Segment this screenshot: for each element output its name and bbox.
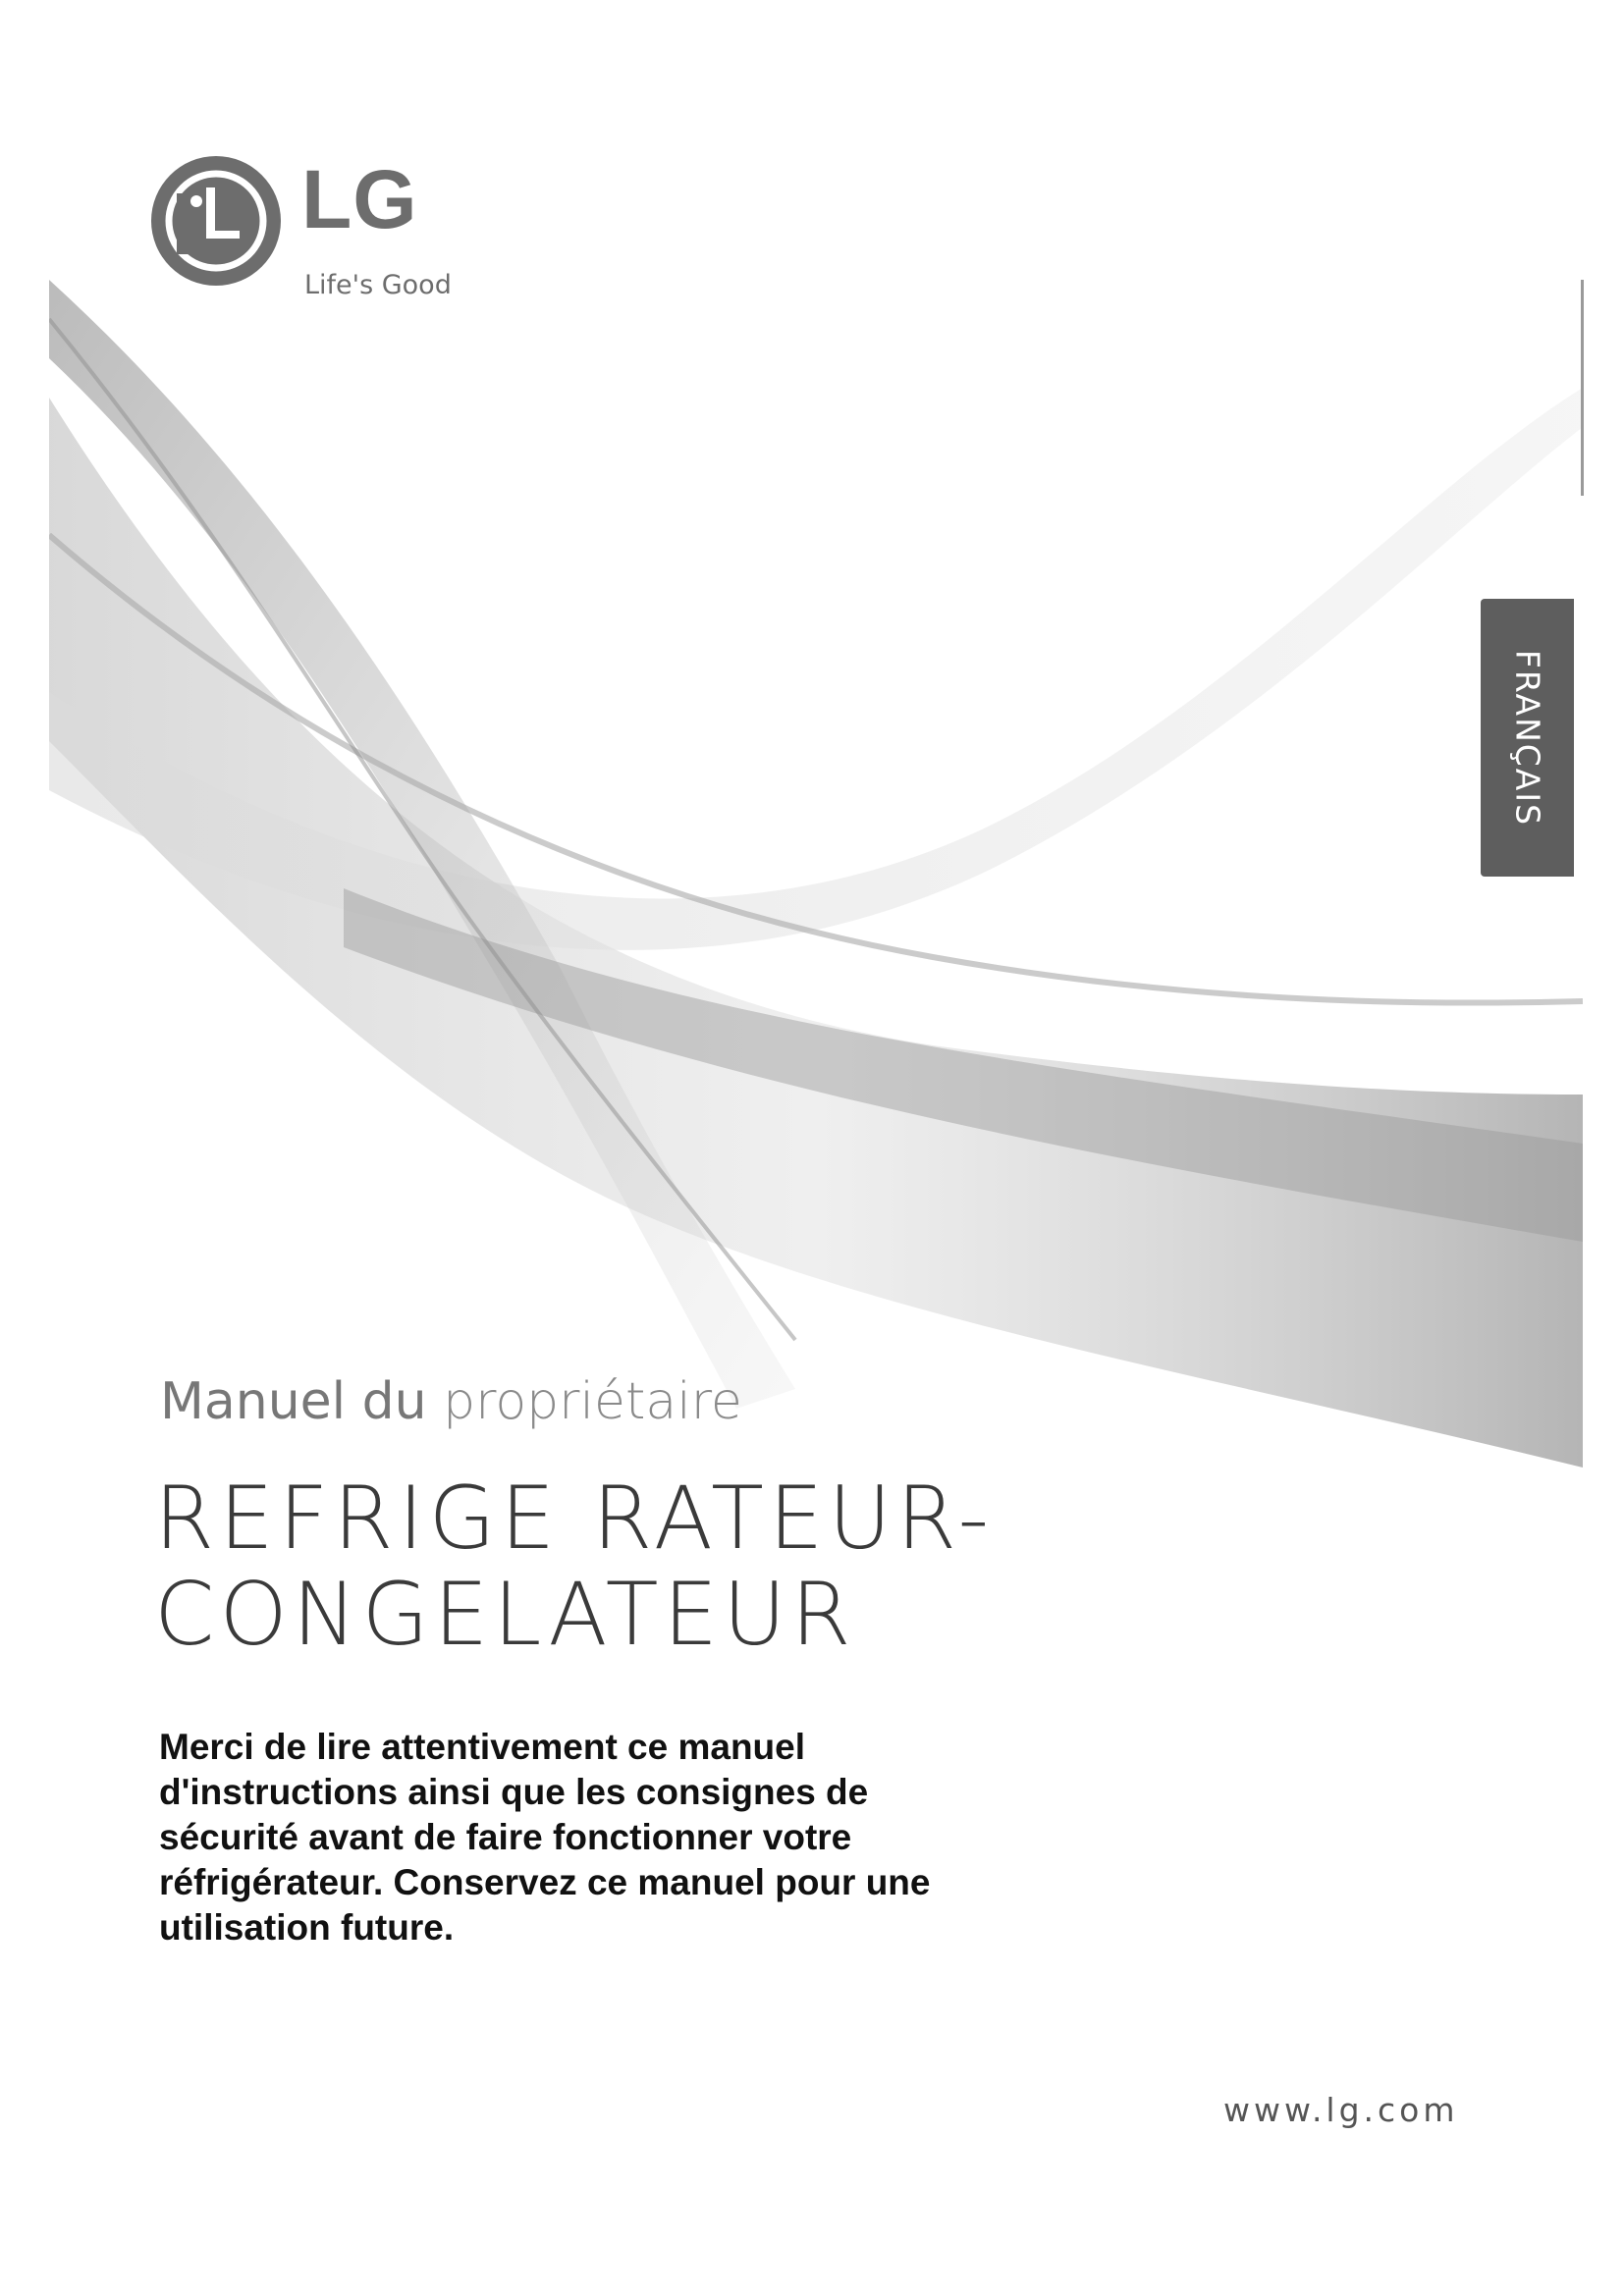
art-edge-line: [1581, 280, 1584, 496]
lg-face-icon: [147, 152, 285, 290]
website-url: www.lg.com: [1223, 2091, 1459, 2129]
title-line-2: CONGELATEUR: [154, 1564, 856, 1665]
language-tab: [1481, 599, 1574, 877]
product-title: [154, 1470, 994, 1663]
subtitle-part1: Manuel du: [160, 1372, 427, 1431]
manual-subtitle: [160, 1372, 742, 1431]
wave-artwork: [49, 280, 1583, 1472]
language-tab-label: FRANÇAIS: [1508, 649, 1546, 827]
subtitle-part2: propriétaire: [443, 1372, 742, 1431]
title-line-1: REFRIGE RATEUR-: [154, 1468, 995, 1569]
intro-paragraph: Merci de lire attentivement ce manuel d'instructions ainsi que les consignes de sécurité avant de faire fonctionner votre réfrigérateur. Conservez ce manuel pour une utilisation future.: [159, 1727, 931, 1948]
brand-tagline: Life's Good: [304, 270, 452, 300]
brand-wordmark: LG: [301, 153, 418, 245]
